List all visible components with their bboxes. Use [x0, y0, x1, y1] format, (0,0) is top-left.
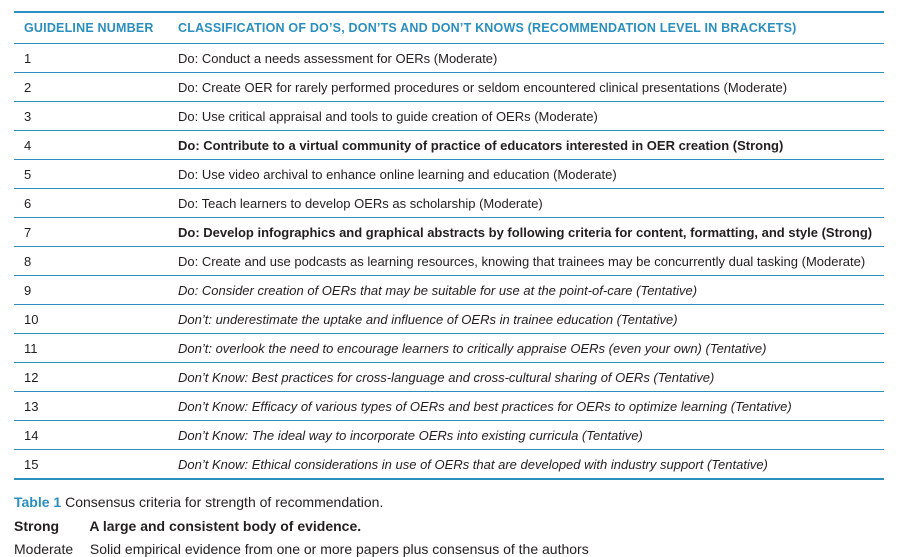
guidelines-table-container — [14, 0, 884, 480]
guideline-text-cell: Don’t: underestimate the uptake and influence of OERs in trainee education (Tentative) — [176, 305, 884, 334]
guideline-text-cell: Do: Consider creation of OERs that may be suitable for use at the point-of-care (Tentative) — [176, 276, 884, 305]
guideline-number-cell: 2 — [14, 73, 176, 102]
table-row — [14, 218, 884, 247]
definition-term: Moderate — [14, 541, 74, 557]
definition-term: Strong — [14, 518, 60, 534]
guideline-text-cell: Don’t Know: The ideal way to incorporate OERs into existing curricula (Tentative) — [176, 421, 884, 450]
guideline-number-cell: 11 — [14, 334, 176, 363]
table-row — [14, 421, 884, 450]
guideline-number-cell: 5 — [14, 160, 176, 189]
guideline-text-cell: Don’t Know: Best practices for cross-language and cross-cultural sharing of OERs (Tentative) — [176, 363, 884, 392]
table-row — [14, 44, 884, 73]
guideline-number-cell: 6 — [14, 189, 176, 218]
guideline-number-cell: 12 — [14, 363, 176, 392]
guideline-number-cell: 1 — [14, 44, 176, 73]
table-row — [14, 247, 884, 276]
guideline-number-cell: 3 — [14, 102, 176, 131]
guideline-number-cell: 10 — [14, 305, 176, 334]
table-row — [14, 305, 884, 334]
table-row — [14, 334, 884, 363]
table-row — [14, 102, 884, 131]
guideline-text-cell: Don’t: overlook the need to encourage learners to critically appraise OERs (even your own) (Tentative) — [176, 334, 884, 363]
guideline-text-cell: Do: Contribute to a virtual community of practice of educators interested in OER creation (Strong) — [176, 131, 884, 160]
guideline-number-cell: 13 — [14, 392, 176, 421]
guideline-number-cell: 7 — [14, 218, 176, 247]
guideline-text-cell: Do: Develop infographics and graphical abstracts by following criteria for content, formatting, and style (Strong) — [176, 218, 884, 247]
table-row — [14, 276, 884, 305]
table-body — [14, 44, 884, 480]
guideline-text-cell: Do: Use critical appraisal and tools to guide creation of OERs (Moderate) — [176, 102, 884, 131]
header-guideline-number: GUIDELINE NUMBER — [14, 12, 176, 44]
table-row — [14, 363, 884, 392]
header-classification: CLASSIFICATION OF DO’S, DON’TS AND DON’T KNOWS (RECOMMENDATION LEVEL IN BRACKETS) — [176, 12, 884, 44]
table-row — [14, 392, 884, 421]
table-header-row — [14, 12, 884, 44]
definition-desc: A large and consistent body of evidence. — [89, 518, 362, 534]
guideline-text-cell: Don’t Know: Efficacy of various types of OERs and best practices for OERs to optimize learning (Tentative) — [176, 392, 884, 421]
guideline-number-cell: 8 — [14, 247, 176, 276]
table-caption-label: Table 1 — [14, 494, 62, 510]
guideline-text-cell: Don’t Know: Ethical considerations in use of OERs that are developed with industry support (Tentative) — [176, 450, 884, 480]
guideline-text-cell: Do: Create OER for rarely performed procedures or seldom encountered clinical presentations (Moderate) — [176, 73, 884, 102]
table-row — [14, 73, 884, 102]
definition-row-moderate — [14, 541, 589, 557]
guideline-number-cell: 14 — [14, 421, 176, 450]
guideline-number-cell: 4 — [14, 131, 176, 160]
table-caption-text: Consensus criteria for strength of recommendation. — [65, 494, 384, 510]
table-row — [14, 160, 884, 189]
guidelines-table — [14, 11, 884, 480]
table-row — [14, 131, 884, 160]
table-row — [14, 189, 884, 218]
definition-desc: Solid empirical evidence from one or more papers plus consensus of the authors — [89, 541, 589, 557]
table-row — [14, 450, 884, 480]
guideline-number-cell: 9 — [14, 276, 176, 305]
guideline-text-cell: Do: Teach learners to develop OERs as scholarship (Moderate) — [176, 189, 884, 218]
guideline-text-cell: Do: Conduct a needs assessment for OERs (Moderate) — [176, 44, 884, 73]
guideline-text-cell: Do: Use video archival to enhance online learning and education (Moderate) — [176, 160, 884, 189]
guideline-text-cell: Do: Create and use podcasts as learning resources, knowing that trainees may be concurrently dual tasking (Moderate) — [176, 247, 884, 276]
definition-row-strong — [14, 518, 361, 534]
guideline-number-cell: 15 — [14, 450, 176, 480]
table-caption — [14, 494, 383, 510]
